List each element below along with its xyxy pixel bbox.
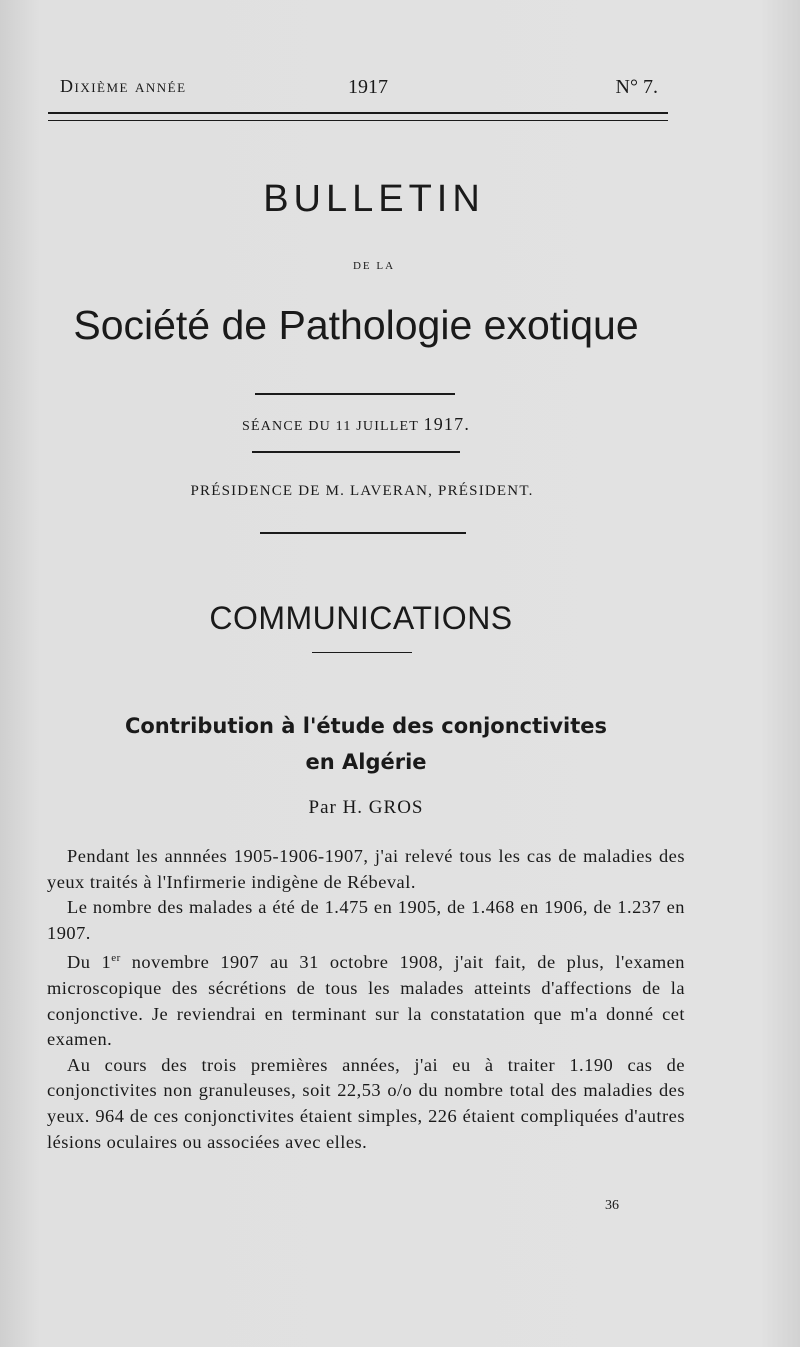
page-number: 36 [605, 1198, 619, 1213]
title-connector: DE LA [352, 260, 396, 272]
paragraph-start: Du 1 [67, 952, 112, 973]
paragraph: Le nombre des malades a été de 1.475 en 1905, de 1.468 en 1906, de 1.237 en 1907. [47, 897, 685, 943]
seance-year: 1917. [423, 414, 471, 434]
paragraph [47, 946, 685, 1053]
volume-year-label: Dixième année [60, 76, 187, 96]
paragraph-rest: novembre 1907 au 31 octobre 1908, j'ait fait, de plus, l'examen microscopique des sécrétions de tous les malades atteints d'affections de la conjonctive. Je reviendrai en terminant sur la constatation que m'a donné cet examen. [47, 952, 685, 1050]
paragraph: Pendant les annnées 1905-1906-1907, j'ai relevé tous les cas de maladies des yeux traités à l'Infirmerie indigène de Rébeval. [47, 846, 685, 892]
article-title-line1: Contribution à l'étude des conjonctivites [124, 714, 608, 738]
seance-prefix: SÉANCE DU 11 JUILLET [241, 419, 419, 434]
paragraph: Au cours des trois premières années, j'ai eu à traiter 1.190 cas de conjonctivites non granuleuses, soit 22,53 o/o du nombre total des maladies des yeux. 964 de ces conjonctivites étaient simples, 226 étaient compliquées d'autres lésions oculaires ou associées avec elles. [47, 1054, 685, 1152]
divider-rule [260, 532, 466, 534]
issue-number: N° 7. [615, 76, 658, 98]
article-body [47, 844, 685, 1155]
divider-rule [255, 393, 455, 395]
article-title [0, 708, 766, 780]
society-name: Société de Pathologie exotique [73, 302, 639, 348]
bulletin-title: BULLETIN [263, 178, 485, 220]
presidence-line: PRÉSIDENCE DE M. LAVERAN, PRÉSIDENT. [190, 483, 534, 499]
seance-date [0, 414, 756, 435]
header-double-rule [48, 112, 668, 121]
running-head [60, 76, 658, 106]
publication-year: 1917 [348, 76, 388, 98]
section-heading: COMMUNICATIONS [209, 600, 513, 636]
article-author: Par H. GROS [308, 797, 424, 818]
divider-rule [252, 451, 460, 453]
ordinal-superscript: er [111, 952, 121, 965]
article-title-line2: en Algérie [305, 750, 427, 774]
short-rule [312, 652, 412, 653]
